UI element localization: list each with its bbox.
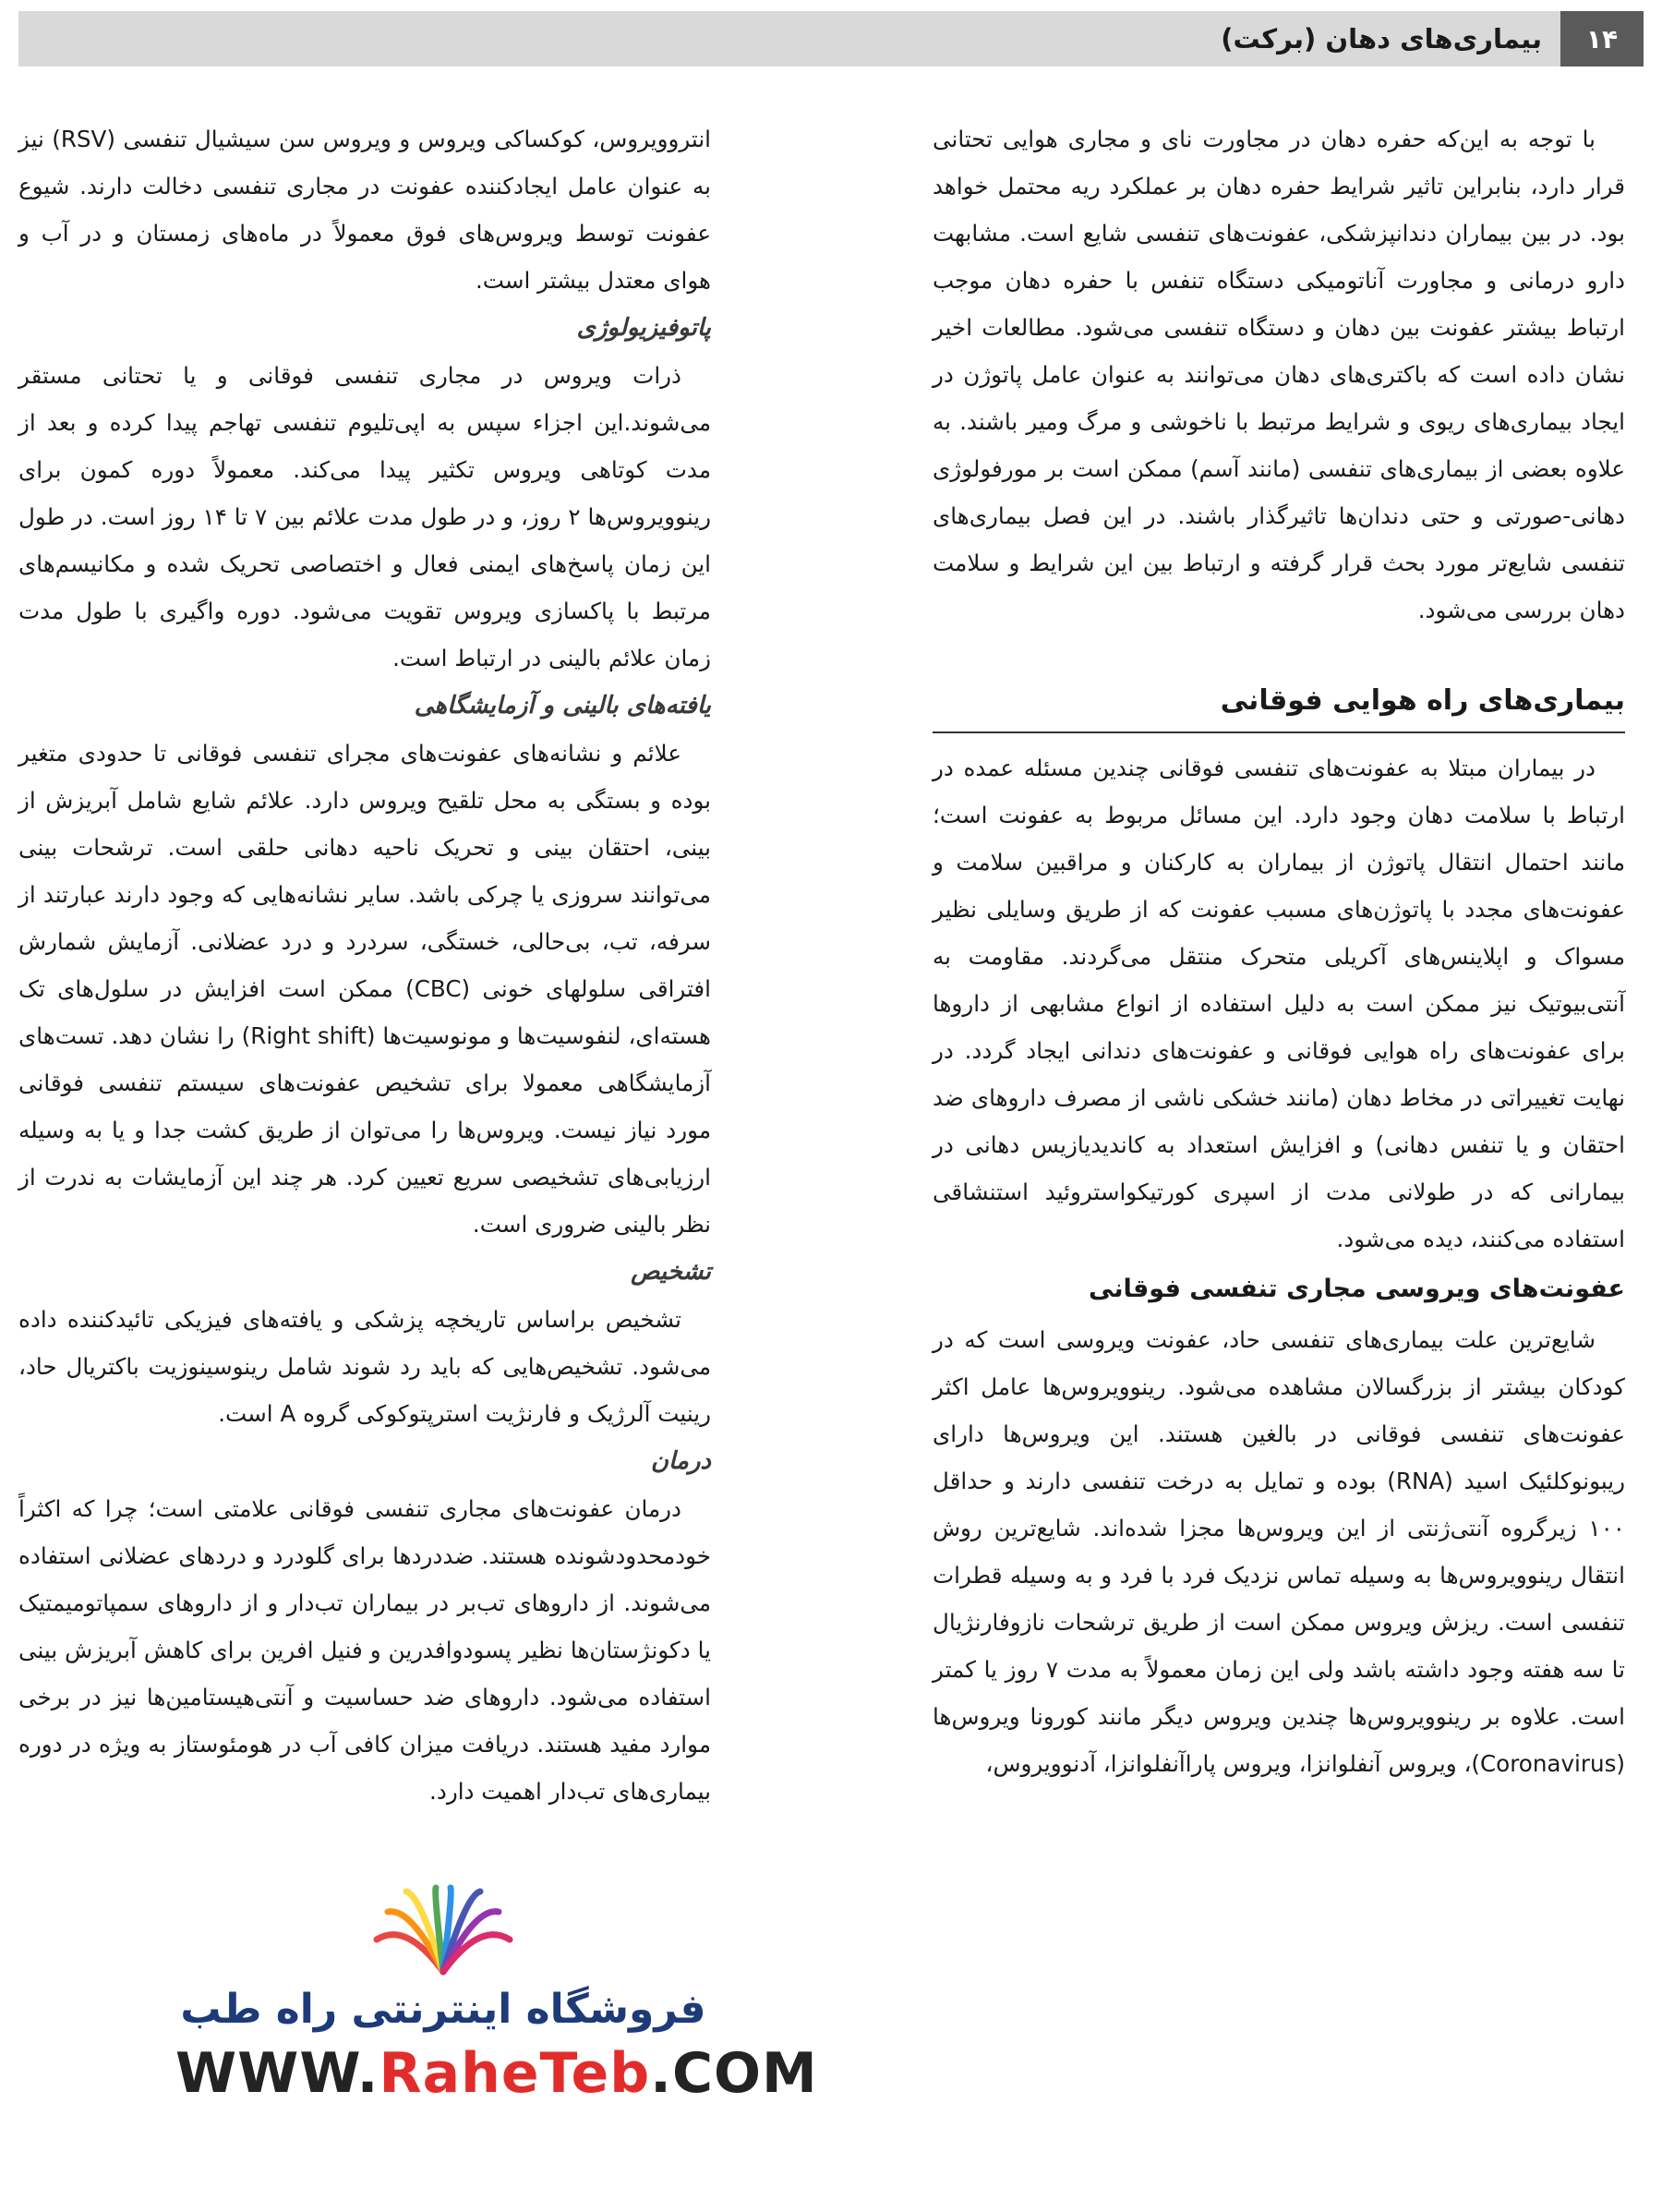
watermark [166,1884,818,2124]
subsection-paragraph: شایع‌ترین علت بیماری‌های تنفسی حاد، عفونت ویروسی است که در کودکان بیشتر از بزرگسالان مشاهده می‌شود. رینوویروس‌ها عامل اکثر عفونت‌های تنفسی فوقانی در بالغین هستند. این ویروس‌ها دارای ریبونوکلئیک اسید (RNA) بوده و تمایل به درخت تنفسی دارند و حداقل ۱۰۰ زیرگروه آنتی‌ژنتی از این ویروس‌ها مجزا شده‌اند. شایع‌ترین روش انتقال رینوویروس‌ها به وسیله تماس نزدیک فرد با فرد و به وسیله قطرات تنفسی است. ریزش ویروس ممکن است از طریق ترشحات نازوفارنژیال تا سه هفته وجود داشته باشد ولی این زمان معمولاً به مدت ۷ روز یا کمتر است. علاوه بر رینوویروس‌ها چندین ویروس دیگر مانند کورونا ویروس‌ها (Coronavirus)، ویروس آنفلوانزا، ویروس پاراآنفلوانزا، آدنوویروس، [933,1326,1625,1777]
findings-paragraph: علائم و نشانه‌های عفونت‌های مجرای تنفسی فوقانی تا حدودی متغیر بوده و بستگی به محل تلقیح ویروس دارد. علائم شایع شامل آبریزش از بینی، احتقان بینی و تحریک ناحیه دهانی حلقی است. ترشحات بینی می‌توانند سروزی یا چرکی باشد. سایر نشانه‌هایی که وجود دارند عبارتند از سرفه، تب، بی‌حالی، خستگی، سردرد و درد عضلانی. آزمایش شمارش افتراقی سلولهای خونی (CBC) ممکن است افزایش در سلول‌های تک هسته‌ای، لنفوسیت‌ها و مونوسیت‌ها (Right shift) را نشان دهد. تست‌های آزمایشگاهی معمولا برای تشخیص عفونت‌های سیستم تنفسی فوقانی مورد نیاز نیست. ویروس‌ها را می‌توان از طریق کشت جدا و یا به وسیله ارزیابی‌های تشخیصی سریع تعیین کرد. هر چند این آزمایشات به ندرت از نظر بالینی ضروری است. [18,740,711,1238]
intro-paragraph: با توجه به این‌که حفره دهان در مجاورت نای و مجاری هوایی تحتانی قرار دارد، بنابراین تاثیر شرایط حفره دهان بر عملکرد ریه محتمل خواهد بود. در بین بیماران دندانپزشکی، عفونت‌های تنفسی شایع است. مشابهت دارو درمانی و مجاورت آناتومیکی دستگاه تنفس با حفره دهان موجب ارتباط بیشتر عفونت بین دهان و دستگاه تنفسی می‌شود. مطالعات اخیر نشان داده است که باکتری‌های دهان می‌توانند به عنوان عامل پاتوژن در ایجاد بیماری‌های ریوی و شرایط مرتبط با ناخوشی و مرگ ومیر باشند. به علاوه بعضی از بیماری‌های تنفسی (مانند آسم) ممکن است بر مورفولوژی دهانی-صورتی و حتی دندان‌ها تاثیرگذار باشند. در این فصل بیماری‌های تنفسی شایع‌تر مورد بحث قرار گرفته و ارتباط بین این شرایط و سلامت دهان بررسی می‌شود. [933,126,1625,623]
book-logo-icon [369,1884,517,1986]
diagnosis-heading: تشخیص [631,1258,711,1286]
pathophysiology-paragraph: ذرات ویروس در مجاری تنفسی فوقانی و یا تحتانی مستقر می‌شوند.این اجزاء سپس به اپی‌تلیوم تنفسی تهاجم پیدا کرده و بعد از مدت کوتاهی ویروس تکثیر پیدا می‌کند. معمولاً دوره کمون برای رینوویروس‌ها ۲ روز، و در طول مدت علائم بین ۷ تا ۱۴ روز است. در طول این زمان پاسخ‌های ایمنی فعال و اختصاصی تحریک شده و مکانیسم‌های مرتبط با پاکسازی ویروس تقویت می‌شود. دوره واگیری با طول مدت زمان علائم بالینی در ارتباط است. [18,362,711,671]
right-column [933,115,1625,1787]
section-paragraph: در بیماران مبتلا به عفونت‌های تنفسی فوقانی چندین مسئله عمده در ارتباط با سلامت دهان وجود دارد. این مسائل مربوط به عفونت است؛ مانند احتمال انتقال پاتوژن از بیماران به کارکنان و مراقبین سلامت و عفونت‌های مجدد با پاتوژن‌های مسبب عفونت که از طریق وسایلی نظیر مسواک و اپلاینس‌های آکریلی متحرک منتقل می‌گردند. مقاومت به آنتی‌بیوتیک نیز ممکن است به دلیل استفاده از انواع مشابهی از داروها برای عفونت‌های راه هوایی فوقانی و عفونت‌های دندانی ایجاد گردد. در نهایت تغییراتی در مخاط دهان (مانند خشکی ناشی از مصرف داروهای ضد احتقان و یا تنفس دهانی) و افزایش استعداد به کاندیدیازیس دهانی در بیمارانی که در طولانی مدت از اسپری کورتیکواستروئید استنشاقی استفاده می‌کنند، دیده می‌شود. [933,755,1625,1252]
subsection-title: عفونت‌های ویروسی مجاری تنفسی فوقانی [1089,1275,1625,1303]
section-title: بیماری‌های راه هوایی فوقانی [933,680,1625,733]
running-title: بیماری‌های دهان (برکت) [1221,23,1542,54]
left-column [18,115,711,1815]
treatment-paragraph: درمان عفونت‌های مجاری تنفسی فوقانی علامتی است؛ چرا که اکثراً خودمحدودشونده هستند. ضددردها برای گلودرد و دردهای عضلانی استفاده می‌شوند. از داروهای تب‌بر در بیماران تب‌دار و از داروهای سمپاتومیمتیک یا دکونژستان‌ها نظیر پسودوافدرین و فنیل افرین برای کاهش آبریزش بینی استفاده می‌شود. داروهای ضد حساسیت و آنتی‌هیستامین‌ها نیز در برخی موارد مفید هستند. دریافت میزان کافی آب در هومئوستاز به ویژه در دوره بیماری‌های تب‌دار اهمیت دارد. [18,1495,711,1805]
treatment-heading: درمان [650,1447,711,1475]
diagnosis-paragraph: تشخیص براساس تاریخچه پزشکی و یافته‌های فیزیکی تائیدکننده داده می‌شود. تشخیص‌هایی که باید رد شوند شامل رینوسینوزیت باکتریال حاد، رینیت آلرژیک و فارنژیت استرپتوکوکی گروه A است. [18,1306,711,1427]
continuation-paragraph: انتروویروس، کوکساکی ویروس و ویروس سن سیشیال تنفسی (RSV) نیز به عنوان عامل ایجادکننده عفونت در مجاری تنفسی دخالت دارند. شیوع عفونت توسط ویروس‌های فوق معمولاً در ماه‌های زمستان و در آب و هوای معتدل بیشتر است. [18,126,711,294]
page-header [18,11,1644,66]
watermark-store-name: فروشگاه اینترنتی راه طب [180,1986,706,2033]
pathophysiology-heading: پاتوفیزیولوژی [576,314,711,342]
page-number: ۱۴ [1560,11,1644,66]
watermark-url: WWW.RaheTeb.COM [175,2041,818,2106]
findings-heading: یافته‌های بالینی و آزمایشگاهی [414,692,711,719]
